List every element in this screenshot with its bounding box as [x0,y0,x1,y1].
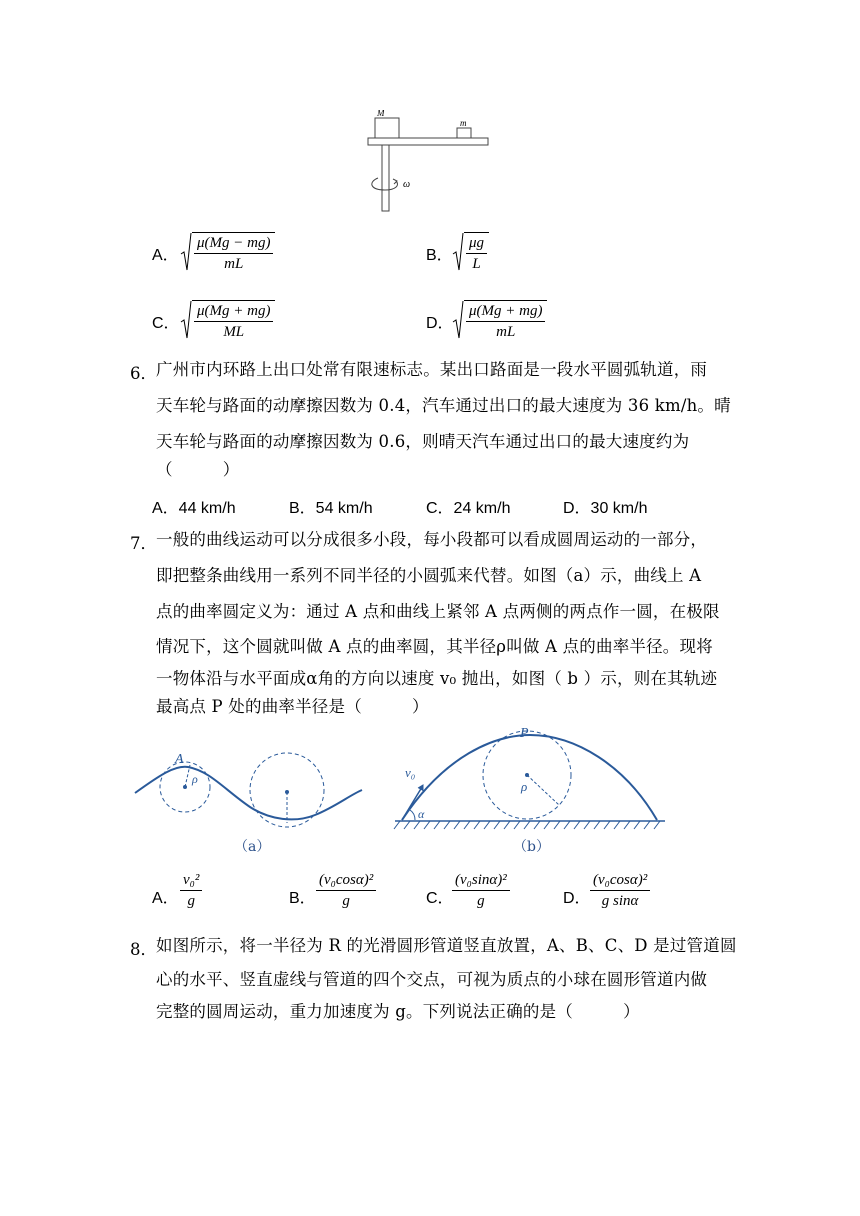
q7-line-6: 最高点 P 处的曲率半径是（ ） [156,697,429,716]
q5-option-d-label: D． [426,315,454,332]
q7-line-3: 点的曲率圆定义为：通过 A 点和曲线上紧邻 A 点两侧的两点作一圆，在极限 [156,602,720,621]
q5-option-b-formula: $\frac{\mu g}{L}$ [452,232,489,277]
q7-line-1: 一般的曲线运动可以分成很多小段，每小段都可以看成圆周运动的一部分， [156,530,708,549]
q6-option-a: A．44 km/h [152,500,236,517]
q7-option-d-formula: $\frac{\text{(v₀cosα)²}}{\text{g sinα}}$ [590,872,650,909]
q5-option-a-formula: $\frac{\mu(Mg - mg)}{mL}$ [180,232,275,277]
q8-line-1: 如图所示，将一半径为 R 的光滑圆形管道竖直放置，A、B、C、D 是过管道圆 [156,936,737,955]
q7-option-a-formula: $\frac{\text{v₀²}}{g}$ [180,872,202,909]
q7-option-c-label: C． [426,890,454,907]
q6-line-4: （ ） [156,460,240,479]
q7-number: 7． [130,534,157,553]
q8-line-3: 完整的圆周运动，重力加速度为 g。下列说法正确的是（ ） [156,1002,640,1021]
omega-label: ω [403,179,411,190]
q5-option-d-formula: $\frac{\mu(Mg + mg)}{mL}$ [452,300,547,345]
q6-line-3: 天车轮与路面的动摩擦因数为 0.6，则晴天汽车通过出口的最大速度约为 [156,432,690,451]
mass-M-label: M [377,110,385,118]
q6-option-c: C．24 km/h [426,500,511,517]
figure-a-caption: （a） [234,839,271,855]
q7-line-2: 即把整条曲线用一系列不同半径的小圆弧来代替。如图（a）示，曲线上 A [156,566,702,585]
q5-option-c-formula: $\frac{\mu(Mg + mg)}{ML}$ [180,300,275,345]
q6-option-b: B．54 km/h [289,500,373,517]
q7-option-d-label: D． [563,890,591,907]
figure-b-caption: （b） [513,839,550,855]
q6-number: 6． [130,364,157,383]
q6-option-d: D．30 km/h [563,500,648,517]
q6-line-1: 广州市内环路上出口处常有限速标志。某出口路面是一段水平圆弧轨道，雨 [156,360,708,379]
q7-line-4: 情况下，这个圆就叫做 A 点的曲率圆，其半径ρ叫做 A 点的曲率半径。现将 [156,637,713,656]
q5-option-a-label: A． [152,247,179,264]
rho-label-b: ρ [521,779,528,794]
mass-m-label: m [460,118,467,128]
q7-option-b-formula: $\frac{\text{(v₀cosα)²}}{g}$ [316,872,376,909]
rotating-platform-figure [360,110,500,215]
q7-option-c-formula: $\frac{\text{(v₀sinα)²}}{g}$ [452,872,510,909]
q7-line-5: 一物体沿与水平面成α角的方向以速度 v₀ 抛出，如图（ b ）示，则在其轨迹 [156,669,718,688]
q5-option-c-label: C． [152,315,180,332]
rho-label-a: ρ [192,772,198,786]
q8-line-2: 心的水平、竖直虚线与管道的四个交点，可视为质点的小球在圆形管道内做 [156,970,708,989]
q7-option-b-label: B． [289,890,316,907]
alpha-label: α [418,807,425,821]
q8-number: 8． [130,940,157,959]
q6-line-2: 天车轮与路面的动摩擦因数为 0.4，汽车通过出口的最大速度为 36 km/h。晴 [156,396,731,415]
point-A-label: A [175,752,184,767]
q7-option-a-label: A． [152,890,179,907]
curvature-figure-a [130,745,370,830]
projectile-figure-b [375,725,675,830]
q5-option-b-label: B． [426,247,453,264]
v0-label: v₀ [405,765,416,780]
point-P-label: P [520,726,529,741]
